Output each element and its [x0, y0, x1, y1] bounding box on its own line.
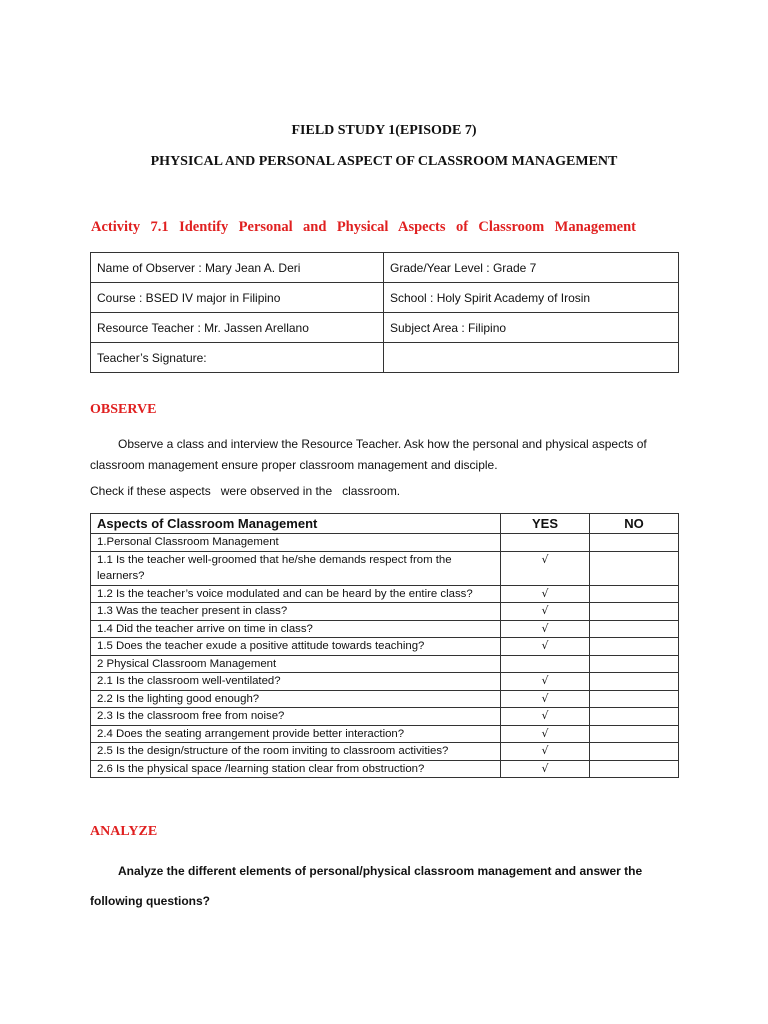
- info-row: [91, 313, 679, 343]
- info-row: [91, 283, 679, 313]
- no-check: [590, 743, 679, 761]
- aspect-text: 1.5 Does the teacher exude a positive attitude towards teaching?: [91, 638, 501, 656]
- table-row: [91, 655, 679, 673]
- teacher-signature-field: [384, 343, 679, 373]
- yes-check: √: [501, 760, 590, 778]
- aspect-text: 2 Physical Classroom Management: [91, 655, 501, 673]
- no-check: [590, 585, 679, 603]
- yes-check: [501, 655, 590, 673]
- table-row: [91, 708, 679, 726]
- aspect-text: 2.5 Is the design/structure of the room inviting to classroom activities?: [91, 743, 501, 761]
- aspect-text: 2.6 Is the physical space /learning station clear from obstruction?: [91, 760, 501, 778]
- table-row: [91, 690, 679, 708]
- course: Course : BSED IV major in Filipino: [91, 283, 384, 313]
- aspect-text: 1.3 Was the teacher present in class?: [91, 603, 501, 621]
- yes-check: √: [501, 551, 590, 585]
- yes-check: √: [501, 725, 590, 743]
- table-row: [91, 585, 679, 603]
- yes-check: √: [501, 673, 590, 691]
- aspect-text: 2.4 Does the seating arrangement provide better interaction?: [91, 725, 501, 743]
- subject-area: Subject Area : Filipino: [384, 313, 679, 343]
- aspects-header-row: [91, 514, 679, 534]
- header-yes: YES: [501, 514, 590, 534]
- grade-level: Grade/Year Level : Grade 7: [384, 253, 679, 283]
- aspect-text: 2.3 Is the classroom free from noise?: [91, 708, 501, 726]
- header-aspects: Aspects of Classroom Management: [91, 514, 501, 534]
- observe-instruction: Check if these aspects were observed in the classroom.: [90, 484, 401, 498]
- no-check: [590, 603, 679, 621]
- yes-check: √: [501, 638, 590, 656]
- table-row: [91, 638, 679, 656]
- table-row: [91, 534, 679, 552]
- aspect-text: 1.2 Is the teacher’s voice modulated and can be heard by the entire class?: [91, 585, 501, 603]
- school: School : Holy Spirit Academy of Irosin: [384, 283, 679, 313]
- analyze-paragraph: Analyze the different elements of personal/physical classroom management and answer the following questions?: [90, 864, 643, 908]
- yes-check: √: [501, 743, 590, 761]
- resource-teacher: Resource Teacher : Mr. Jassen Arellano: [91, 313, 384, 343]
- aspects-table: [90, 513, 679, 778]
- yes-check: √: [501, 708, 590, 726]
- table-row: [91, 673, 679, 691]
- aspect-text: 1.4 Did the teacher arrive on time in class?: [91, 620, 501, 638]
- observe-paragraph: Observe a class and interview the Resource Teacher. Ask how the personal and physical aspects of classroom management ensure proper classroom management and disciple.: [90, 437, 647, 472]
- analyze-heading: ANALYZE: [90, 824, 158, 839]
- aspect-text: 2.1 Is the classroom well-ventilated?: [91, 673, 501, 691]
- table-row: [91, 760, 679, 778]
- no-check: [590, 725, 679, 743]
- table-row: [91, 725, 679, 743]
- no-check: [590, 673, 679, 691]
- teacher-signature-label: Teacher’s Signature:: [91, 343, 384, 373]
- table-row: [91, 743, 679, 761]
- observer-info-table: [90, 252, 679, 373]
- no-check: [590, 638, 679, 656]
- aspect-text: 1.1 Is the teacher well-groomed that he/she demands respect from the learners?: [91, 551, 501, 585]
- activity-heading: Activity 7.1 Identify Personal and Physical Aspects of Classroom Management: [91, 219, 636, 235]
- no-check: [590, 690, 679, 708]
- no-check: [590, 534, 679, 552]
- info-row: [91, 253, 679, 283]
- no-check: [590, 551, 679, 585]
- document-title: FIELD STUDY 1(EPISODE 7): [291, 123, 477, 138]
- table-row: [91, 620, 679, 638]
- no-check: [590, 620, 679, 638]
- aspect-text: 2.2 Is the lighting good enough?: [91, 690, 501, 708]
- no-check: [590, 708, 679, 726]
- header-no: NO: [590, 514, 679, 534]
- no-check: [590, 655, 679, 673]
- info-row: [91, 343, 679, 373]
- observer-name: Name of Observer : Mary Jean A. Deri: [91, 253, 384, 283]
- yes-check: √: [501, 585, 590, 603]
- observe-heading: OBSERVE: [90, 402, 157, 417]
- yes-check: √: [501, 603, 590, 621]
- no-check: [590, 760, 679, 778]
- document-subtitle: PHYSICAL AND PERSONAL ASPECT OF CLASSROOM MANAGEMENT: [150, 154, 618, 169]
- table-row: [91, 551, 679, 585]
- table-row: [91, 603, 679, 621]
- yes-check: √: [501, 690, 590, 708]
- yes-check: [501, 534, 590, 552]
- aspect-text: 1.Personal Classroom Management: [91, 534, 501, 552]
- yes-check: √: [501, 620, 590, 638]
